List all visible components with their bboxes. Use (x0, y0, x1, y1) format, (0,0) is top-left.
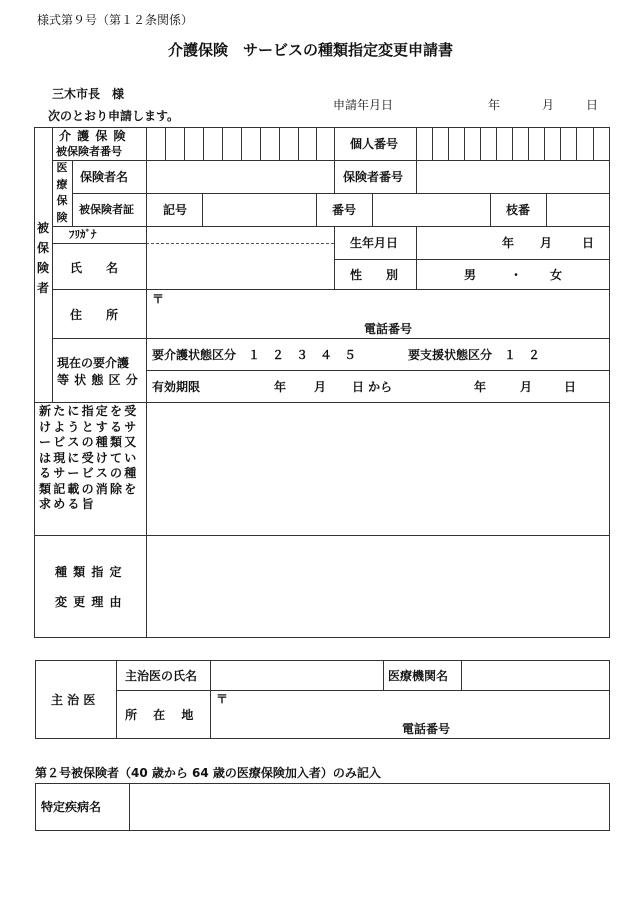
apply-day-label: 日 (586, 98, 599, 112)
insurer-number-label: 保険者番号 (343, 170, 404, 184)
birth-month-label: 月 (540, 236, 553, 250)
doctor-label: 主 治 医 (51, 693, 96, 707)
valid-period-label: 有効期限 (152, 380, 201, 394)
doctor-address-label: 所 在 地 (125, 708, 194, 722)
intro-text: 次のとおり申請します。 (48, 109, 180, 123)
valid-to-day: 日 (564, 380, 577, 394)
name-label: 氏 名 (70, 261, 119, 275)
insured-group-label: 被 保 険 者 (36, 221, 49, 295)
personal-number-field[interactable] (417, 128, 609, 160)
valid-to-month: 月 (520, 380, 533, 394)
furigana-label: ﾌﾘｶﾞﾅ (69, 228, 97, 241)
valid-from-month: 月 (314, 380, 327, 394)
insured-number-label-2: 被保険者番号 (56, 145, 122, 158)
card-number-label: 番号 (332, 203, 357, 217)
card-branch-label: 枝番 (506, 203, 531, 217)
disease-label: 特定疾病名 (41, 800, 102, 814)
sex-separator: ・ (510, 268, 523, 282)
institution-label: 医療機関名 (388, 669, 449, 683)
purpose-field[interactable] (147, 403, 609, 535)
insurer-number-field[interactable] (417, 161, 609, 193)
valid-from-day: 日 から (352, 380, 393, 394)
insured-number-label-1: 介 護 保 険 (59, 129, 127, 143)
sex-male-option[interactable]: 男 (464, 268, 477, 282)
doctor-name-field[interactable] (211, 661, 383, 690)
valid-from-year: 年 (274, 380, 287, 394)
card-branch-field[interactable] (547, 194, 609, 226)
care-level-options[interactable]: 要介護状態区分 １ ２ ３ ４ ５ (152, 348, 357, 362)
valid-to-year: 年 (474, 380, 487, 394)
support-level-options[interactable]: 要支援状態区分 １ ２ (408, 348, 541, 362)
doctor-name-label: 主治医の氏名 (125, 669, 198, 683)
addressee: 三木市長 様 (52, 87, 125, 101)
page-title: 介護保険 サービスの種類指定変更申請書 (168, 41, 454, 59)
disease-field[interactable] (130, 784, 609, 830)
sex-label: 性 別 (350, 268, 399, 282)
care-level-label-2: 等 状 態 区 分 (57, 373, 139, 387)
purpose-label: 新たに指定を受けようとするサービスの種類又は現に受けているサービスの種類記載の消除を求める旨 (39, 404, 139, 511)
reason-label-1: 種 類 指 定 (55, 565, 123, 579)
card-symbol-label: 記号 (163, 203, 188, 217)
doctor-phone-label: 電話番号 (402, 722, 451, 736)
furigana-field[interactable] (147, 227, 334, 243)
form-number: 様式第９号（第１２条関係） (37, 13, 194, 27)
insurer-name-label: 保険者名 (80, 170, 129, 184)
doctor-postal-mark: 〒 (216, 692, 229, 706)
birth-date-label: 生年月日 (350, 236, 399, 250)
reason-field[interactable] (147, 536, 609, 637)
apply-year-label: 年 (488, 98, 501, 112)
apply-month-label: 月 (542, 98, 555, 112)
postal-mark: 〒 (152, 292, 165, 306)
phone-label: 電話番号 (364, 322, 413, 336)
sex-female-option[interactable]: 女 (550, 268, 563, 282)
birth-year-label: 年 (502, 236, 515, 250)
card-symbol-field[interactable] (203, 194, 316, 226)
name-field[interactable] (147, 244, 334, 289)
institution-field[interactable] (462, 661, 609, 690)
insurance-card-label: 被保険者証 (79, 203, 134, 216)
medical-insurance-label: 医 療 保 険 (56, 161, 68, 224)
birth-day-label: 日 (582, 236, 595, 250)
care-level-label-1: 現在の要介護 (57, 356, 130, 370)
card-number-field[interactable] (373, 194, 490, 226)
personal-number-label: 個人番号 (350, 137, 399, 151)
insured-number-field[interactable] (147, 128, 334, 160)
address-label: 住 所 (70, 308, 119, 322)
category2-note: 第２号被保険者（40 歳から 64 歳の医療保険加入者）のみ記入 (35, 766, 381, 780)
apply-date-label: 申請年月日 (333, 98, 394, 112)
reason-label-2: 変 更 理 由 (55, 595, 123, 609)
insurer-name-field[interactable] (147, 161, 334, 193)
